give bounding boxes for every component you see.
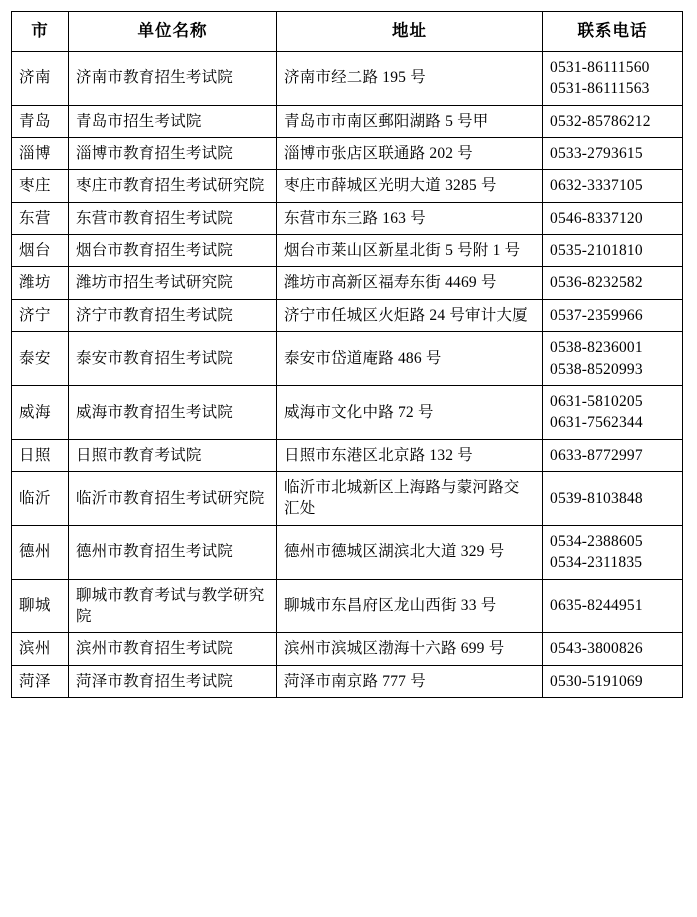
- cell-organization: 潍坊市招生考试研究院: [69, 267, 277, 299]
- cell-organization: 威海市教育招生考试院: [69, 385, 277, 439]
- cell-telephone: [543, 202, 683, 234]
- cell-telephone: [543, 472, 683, 526]
- table-row: [12, 385, 683, 439]
- cell-telephone: [543, 105, 683, 137]
- cell-telephone: [543, 332, 683, 386]
- cell-telephone: [543, 525, 683, 579]
- cell-organization: 济宁市教育招生考试院: [69, 299, 277, 331]
- telephone-number: 0546-8337120: [550, 209, 643, 227]
- cell-city: 烟台: [12, 235, 69, 267]
- telephone-number: 0631-5810205: [550, 392, 643, 410]
- cell-address: 菏泽市南京路 777 号: [277, 665, 543, 697]
- cell-organization: 济南市教育招生考试院: [69, 51, 277, 105]
- document-page: [0, 11, 697, 917]
- telephone-number: 0538-8236001: [550, 339, 643, 357]
- cell-telephone: [543, 439, 683, 471]
- cell-city: 滨州: [12, 633, 69, 665]
- telephone-number: 0535-2101810: [550, 242, 643, 260]
- cell-organization: 青岛市招生考试院: [69, 105, 277, 137]
- cell-address: 淄博市张店区联通路 202 号: [277, 137, 543, 169]
- column-header-telephone: 联系电话: [543, 12, 683, 52]
- cell-city: 德州: [12, 525, 69, 579]
- cell-telephone: [543, 385, 683, 439]
- cell-organization: 聊城市教育考试与教学研究院: [69, 579, 277, 633]
- table-row: [12, 665, 683, 697]
- telephone-number: 0531-86111560: [550, 58, 650, 76]
- cell-city: 济宁: [12, 299, 69, 331]
- cell-organization: 东营市教育招生考试院: [69, 202, 277, 234]
- telephone-number: 0531-86111563: [550, 80, 650, 98]
- cell-city: 临沂: [12, 472, 69, 526]
- table-row: [12, 170, 683, 202]
- cell-telephone: [543, 299, 683, 331]
- column-header-city: 市: [12, 12, 69, 52]
- cell-address: 济南市经二路 195 号: [277, 51, 543, 105]
- telephone-number: 0539-8103848: [550, 489, 643, 507]
- cell-address: 滨州市滨城区渤海十六路 699 号: [277, 633, 543, 665]
- cell-organization: 日照市教育考试院: [69, 439, 277, 471]
- table-header-row: [12, 12, 683, 52]
- cell-city: 威海: [12, 385, 69, 439]
- cell-organization: 泰安市教育招生考试院: [69, 332, 277, 386]
- table-row: [12, 105, 683, 137]
- table-header: [12, 12, 683, 52]
- table-body: [12, 51, 683, 697]
- cell-address: 烟台市莱山区新星北街 5 号附 1 号: [277, 235, 543, 267]
- cell-city: 淄博: [12, 137, 69, 169]
- table-row: [12, 299, 683, 331]
- table-row: [12, 525, 683, 579]
- telephone-number: 0534-2311835: [550, 554, 643, 572]
- cell-telephone: [543, 137, 683, 169]
- cell-address: 济宁市任城区火炬路 24 号审计大厦: [277, 299, 543, 331]
- table-row: [12, 267, 683, 299]
- cell-address: 日照市东港区北京路 132 号: [277, 439, 543, 471]
- cell-address: 德州市德城区湖滨北大道 329 号: [277, 525, 543, 579]
- cell-telephone: [543, 665, 683, 697]
- telephone-number: 0537-2359966: [550, 306, 643, 324]
- telephone-number: 0534-2388605: [550, 532, 643, 550]
- table-row: [12, 439, 683, 471]
- contact-table: [11, 11, 683, 698]
- cell-organization: 临沂市教育招生考试研究院: [69, 472, 277, 526]
- cell-city: 潍坊: [12, 267, 69, 299]
- table-row: [12, 472, 683, 526]
- telephone-number: 0538-8520993: [550, 360, 643, 378]
- cell-telephone: [543, 170, 683, 202]
- cell-address: 泰安市岱道庵路 486 号: [277, 332, 543, 386]
- table-row: [12, 633, 683, 665]
- telephone-number: 0632-3337105: [550, 177, 643, 195]
- cell-address: 聊城市东昌府区龙山西街 33 号: [277, 579, 543, 633]
- cell-organization: 菏泽市教育招生考试院: [69, 665, 277, 697]
- telephone-number: 0532-85786212: [550, 112, 651, 130]
- cell-telephone: [543, 235, 683, 267]
- cell-city: 日照: [12, 439, 69, 471]
- column-header-address: 地址: [277, 12, 543, 52]
- telephone-number: 0536-8232582: [550, 274, 643, 292]
- cell-address: 东营市东三路 163 号: [277, 202, 543, 234]
- cell-address: 威海市文化中路 72 号: [277, 385, 543, 439]
- cell-address: 潍坊市高新区福寿东街 4469 号: [277, 267, 543, 299]
- telephone-number: 0631-7562344: [550, 414, 643, 432]
- cell-city: 菏泽: [12, 665, 69, 697]
- cell-telephone: [543, 51, 683, 105]
- table-row: [12, 332, 683, 386]
- cell-city: 东营: [12, 202, 69, 234]
- telephone-number: 0635-8244951: [550, 597, 643, 615]
- table-row: [12, 235, 683, 267]
- cell-organization: 滨州市教育招生考试院: [69, 633, 277, 665]
- cell-organization: 德州市教育招生考试院: [69, 525, 277, 579]
- cell-city: 泰安: [12, 332, 69, 386]
- telephone-number: 0543-3800826: [550, 640, 643, 658]
- telephone-number: 0633-8772997: [550, 446, 643, 464]
- cell-address: 枣庄市薛城区光明大道 3285 号: [277, 170, 543, 202]
- table-row: [12, 137, 683, 169]
- cell-organization: 枣庄市教育招生考试研究院: [69, 170, 277, 202]
- cell-address: 临沂市北城新区上海路与蒙河路交汇处: [277, 472, 543, 526]
- cell-telephone: [543, 633, 683, 665]
- cell-telephone: [543, 579, 683, 633]
- table-row: [12, 51, 683, 105]
- telephone-number: 0533-2793615: [550, 144, 643, 162]
- cell-organization: 淄博市教育招生考试院: [69, 137, 277, 169]
- cell-city: 聊城: [12, 579, 69, 633]
- cell-telephone: [543, 267, 683, 299]
- cell-city: 青岛: [12, 105, 69, 137]
- telephone-number: 0530-5191069: [550, 672, 643, 690]
- table-row: [12, 579, 683, 633]
- cell-organization: 烟台市教育招生考试院: [69, 235, 277, 267]
- column-header-organization: 单位名称: [69, 12, 277, 52]
- table-row: [12, 202, 683, 234]
- cell-city: 枣庄: [12, 170, 69, 202]
- cell-address: 青岛市市南区郵阳湖路 5 号甲: [277, 105, 543, 137]
- cell-city: 济南: [12, 51, 69, 105]
